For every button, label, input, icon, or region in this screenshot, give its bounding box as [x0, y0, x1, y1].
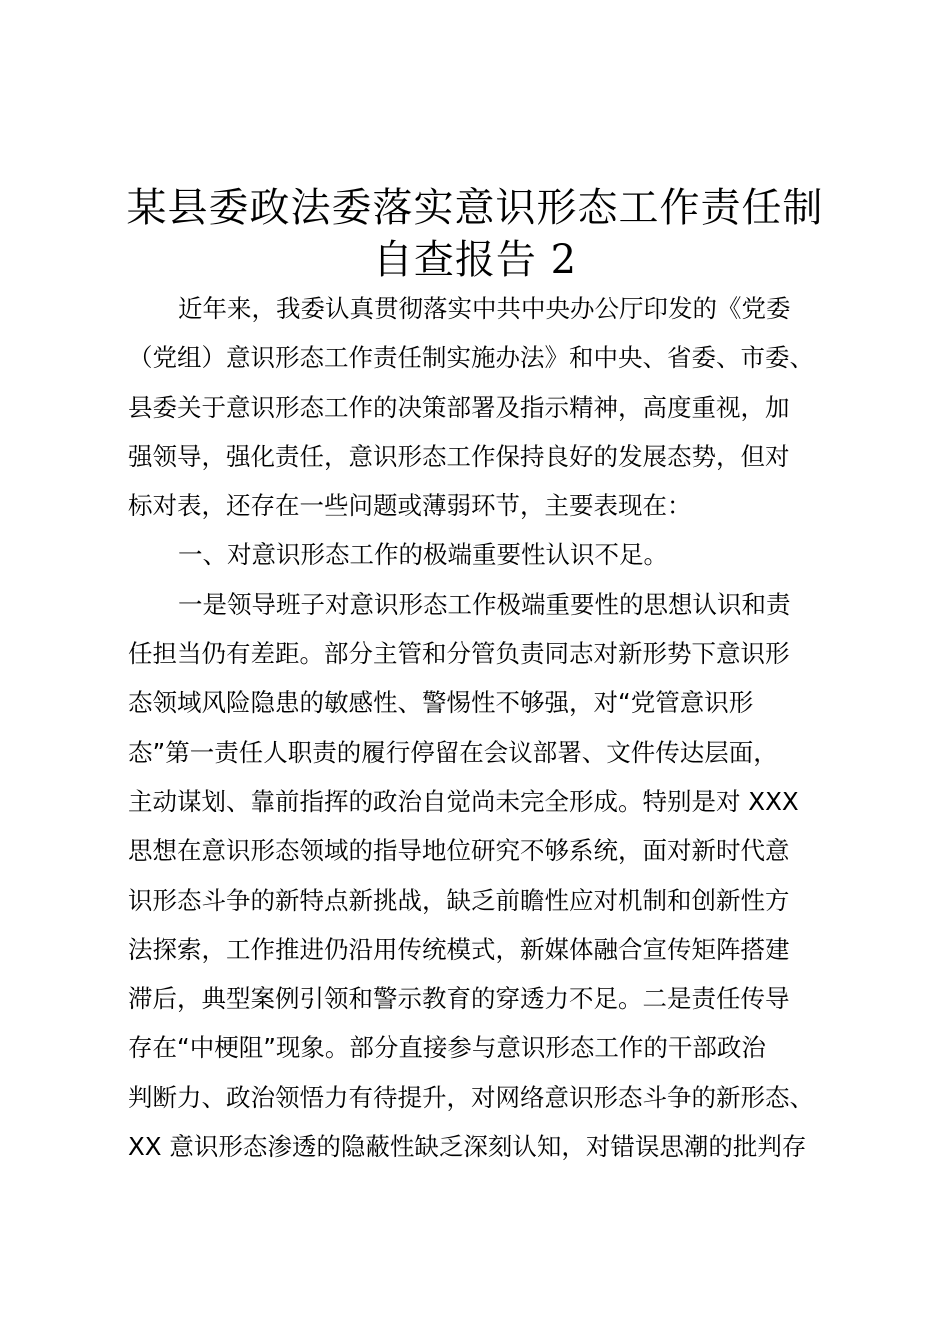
paragraph-body-line: 存在“中梗阻”现象。部分直接参与意识形态工作的干部政治: [128, 1033, 766, 1063]
paragraph-body-line: 滞后，典型案例引领和警示教育的穿透力不足。二是责任传导: [128, 984, 790, 1014]
paragraph-body-line: 一是领导班子对意识形态工作极端重要性的思想认识和责: [178, 589, 791, 619]
paragraph-intro-line: 标对表，还存在一些问题或薄弱环节，主要表现在：: [128, 491, 692, 521]
paragraph-body-line: 思想在意识形态领域的指导地位研究不够系统，面对新时代意: [128, 836, 790, 866]
title-line-2: 自查报告 2: [372, 237, 578, 283]
title-line-1: 某县委政法委落实意识形态工作责任制: [126, 185, 824, 231]
paragraph-body-line: 主动谋划、靠前指挥的政治自觉尚未完全形成。特别是对 XXX: [128, 786, 799, 816]
paragraph-body-line: 态”第一责任人职责的履行停留在会议部署、文件传达层面，: [128, 737, 778, 767]
paragraph-body-line: XX 意识形态渗透的隐蔽性缺乏深刻认知，对错误思潮的批判存: [128, 1132, 807, 1162]
paragraph-intro-line: 近年来，我委认真贯彻落实中共中央办公厅印发的《党委: [178, 294, 791, 323]
paragraph-intro-line: （党组）意识形态工作责任制实施办法》和中央、省委、市委、: [128, 343, 814, 373]
paragraph-body-line: 法探索，工作推进仍沿用传统模式，新媒体融合宣传矩阵搭建: [128, 934, 790, 964]
paragraph-body-line: 判断力、政治领悟力有待提升，对网络意识形态斗争的新形态、: [128, 1082, 814, 1112]
section-heading-1: 一、对意识形态工作的极端重要性认识不足。: [178, 540, 668, 570]
paragraph-intro-line: 强领导，强化责任，意识形态工作保持良好的发展态势，但对: [128, 441, 790, 471]
paragraph-intro-line: 县委关于意识形态工作的决策部署及指示精神，高度重视，加: [128, 392, 790, 422]
document-body: [128, 284, 848, 1171]
paragraph-body-line: 态领域风险隐患的敏感性、警惕性不够强，对“党管意识形: [128, 688, 754, 718]
paragraph-body-line: 识形态斗争的新特点新挑战，缺乏前瞻性应对机制和创新性方: [128, 885, 790, 915]
paragraph-body-line: 任担当仍有差距。部分主管和分管负责同志对新形势下意识形: [128, 639, 790, 669]
document-title: [110, 182, 840, 286]
